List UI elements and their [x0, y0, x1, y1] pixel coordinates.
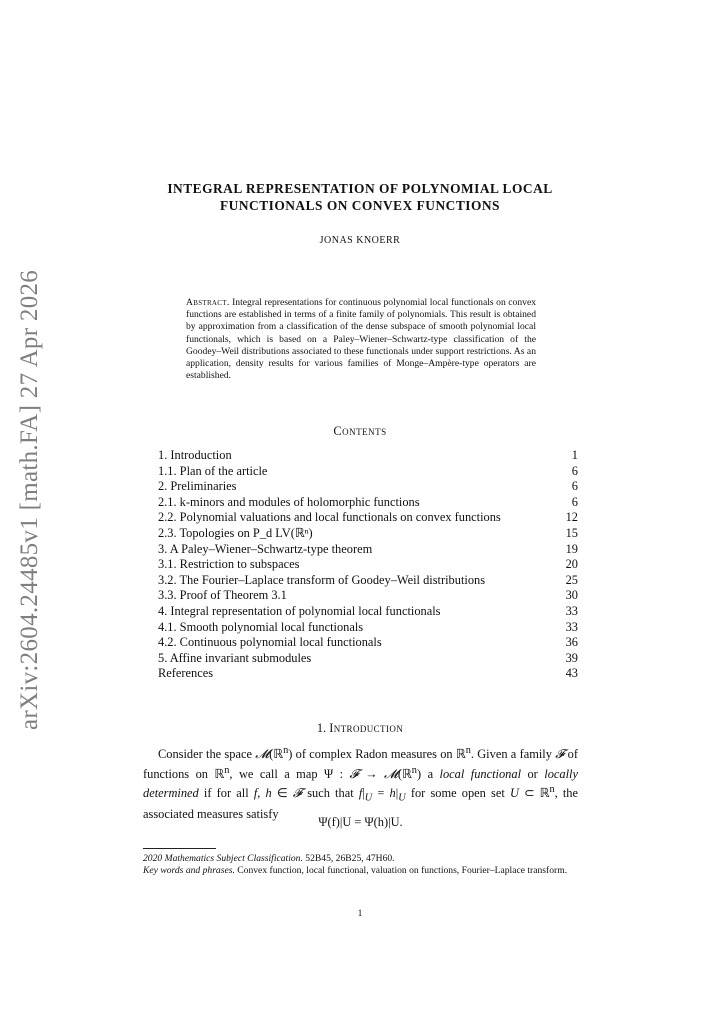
toc-entry[interactable]: [158, 464, 578, 480]
toc-entry[interactable]: [158, 526, 578, 542]
toc-entry[interactable]: [158, 573, 578, 589]
toc-entry[interactable]: [158, 495, 578, 511]
toc-entry-page: 33: [565, 619, 578, 634]
toc-entry-page: 43: [565, 666, 578, 681]
toc-entry-page: 25: [565, 572, 578, 587]
table-of-contents: [158, 448, 578, 682]
section-heading: [140, 721, 580, 736]
toc-entry-page: 6: [571, 494, 578, 509]
page-number: 1: [357, 909, 363, 919]
toc-entry-page: 33: [565, 603, 578, 618]
toc-entry-label: 4.2. Continuous polynomial local functionals: [158, 635, 382, 650]
toc-entry-page: 15: [565, 525, 578, 540]
section-name: Introduction: [329, 721, 404, 735]
toc-entry-label: 3.1. Restriction to subspaces: [158, 557, 300, 572]
toc-entry-label: 3.3. Proof of Theorem 3.1: [158, 588, 287, 603]
toc-entry-page: 6: [571, 479, 578, 494]
toc-entry-label: 4.1. Smooth polynomial local functionals: [158, 619, 364, 634]
abstract-heading: Abstract.: [186, 297, 230, 308]
toc-entry[interactable]: [158, 542, 578, 558]
display-equation: Ψ(f)|U = Ψ(h)|U.: [318, 815, 403, 829]
toc-entry-page: 1: [571, 448, 578, 462]
toc-entry-label: 4. Integral representation of polynomial local functionals: [158, 603, 441, 618]
title-line-2: FUNCTIONALS ON CONVEX FUNCTIONS: [220, 198, 500, 213]
toc-entry[interactable]: [158, 651, 578, 667]
footnote-rule: [143, 848, 216, 849]
toc-entry-page: 20: [565, 557, 578, 572]
toc-entry-page: 6: [571, 463, 578, 478]
toc-entry-page: 39: [565, 650, 578, 665]
toc-entry[interactable]: [158, 588, 578, 604]
toc-entry-label: 1.1. Plan of the article: [158, 463, 268, 478]
toc-entry-page: 19: [565, 541, 578, 556]
section-number: 1.: [316, 721, 327, 735]
toc-entry-label: 2. Preliminaries: [158, 479, 237, 494]
toc-entry-label: 2.2. Polynomial valuations and local functionals on convex functions: [158, 510, 501, 525]
body-paragraph: Consider the space 𝓜(ℝ$^n$) of complex Radon measures on ℝ$^n$. Given a family 𝓕 of functions on ℝ$^n$, we call a map Ψ : 𝓕 → 𝓜(ℝ$^n$) a local functional or locally determined if for all f, h ∈ 𝓕 such that $f|_U = h|_U$ for some open set U ⊂ ℝ$^n$, the associated measures satisfy: [143, 745, 579, 821]
toc-entry[interactable]: [158, 479, 578, 495]
toc-entry[interactable]: [158, 448, 578, 464]
abstract: [186, 297, 536, 382]
toc-entry[interactable]: [158, 557, 578, 573]
toc-entry-label: 1. Introduction: [158, 448, 232, 462]
abstract-text: Integral representations for continuous polynomial local functionals on convex functions are established in terms of a finite family of polynomials. This result is obtained by approximation from a classification of the dense subspace of smooth polynomial local functionals, which is based on a Paley–Wiener–Schwartz-type classification of the Goodey–Weil distributions associated to these functionals under support restrictions. As an application, density results for various families of Monge–Ampère-type operators are established.: [186, 297, 536, 382]
toc-entry[interactable]: [158, 635, 578, 651]
toc-entry-page: 36: [565, 635, 578, 650]
toc-entry-page: 12: [565, 510, 578, 525]
footnote-msc: 2020 Mathematics Subject Classification. 52B45, 26B25, 47H60.: [143, 853, 395, 864]
toc-entry-label: 5. Affine invariant submodules: [158, 650, 312, 665]
contents-heading: Contents: [333, 424, 387, 438]
arxiv-identifier: arXiv:2604.24485v1 [math.FA] 27 Apr 2026: [16, 269, 43, 730]
toc-entry[interactable]: [158, 604, 578, 620]
toc-entry[interactable]: [158, 620, 578, 636]
paper-title: [140, 180, 580, 214]
toc-entry-label: 3. A Paley–Wiener–Schwartz-type theorem: [158, 541, 373, 556]
toc-entry-label: 3.2. The Fourier–Laplace transform of Goodey–Weil distributions: [158, 572, 486, 587]
toc-entry[interactable]: [158, 510, 578, 526]
title-line-1: INTEGRAL REPRESENTATION OF POLYNOMIAL LOCAL: [167, 181, 553, 196]
toc-entry-label: 2.3. Topologies on P_d LV(ℝⁿ): [158, 525, 313, 540]
toc-entry-label: References: [158, 666, 214, 681]
author-name: JONAS KNOERR: [319, 235, 401, 246]
footnotes: [143, 853, 578, 877]
toc-entry[interactable]: [158, 666, 578, 682]
toc-entry-page: 30: [565, 588, 578, 603]
toc-entry-label: 2.1. k-minors and modules of holomorphic functions: [158, 494, 420, 509]
footnote-keywords: Key words and phrases. Convex function, local functional, valuation on functions, Fourier–Laplace transform.: [143, 865, 568, 876]
